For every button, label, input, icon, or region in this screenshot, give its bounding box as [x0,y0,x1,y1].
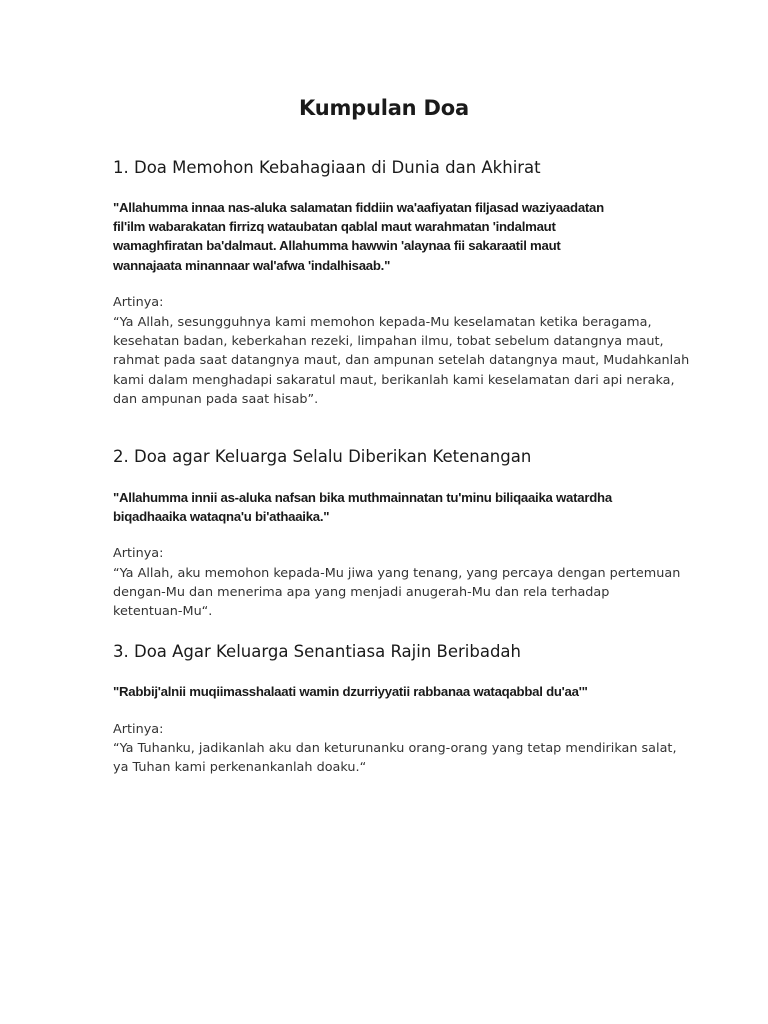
meaning-line: dan ampunan pada saat hisab”. [113,391,319,407]
section-1-meaning-text [113,313,690,409]
section-2-meaning-text [113,564,681,622]
meaning-line: rahmat pada saat datangnya maut, dan ampunan setelah datangnya maut, Mudahkanlah [113,353,690,369]
section-2-heading: 2. Doa agar Keluarga Selalu Diberikan Ketenangan [113,447,532,466]
arabic-line: "Rabbij'alnii muqiimasshalaati wamin dzurriyyatii rabbanaa wataqabbal du'aa'" [113,684,588,699]
section-3-arabic-text [113,682,653,701]
arabic-line: wannajaata minannaar wal'afwa 'indalhisaab." [113,257,391,273]
meaning-line: “Ya Tuhanku, jadikanlah aku dan keturunanku orang-orang yang tetap mendirikan salat, [113,741,677,756]
arabic-line: "Allahumma innii as-aluka nafsan bika muthmainnatan tu'minu biliqaaika watardha [113,490,612,505]
meaning-line: “Ya Allah, aku memohon kepada-Mu jiwa yang tenang, yang percaya dengan pertemuan [113,566,681,581]
arabic-line: "Allahumma innaa nas-aluka salamatan fiddiin wa'aafiyatan filjasad waziyaadatan [113,200,604,215]
meaning-line: ya Tuhan kami perkenankanlah doaku.“ [113,760,367,776]
section-3-meaning-text [113,739,677,777]
meaning-line: ketentuan-Mu“. [113,604,213,620]
meaning-line: kami dalam menghadapi sakaratul maut, berikanlah kami keselamatan dari api neraka, [113,372,675,388]
section-1-arabic-text [113,198,653,275]
meaning-line: kesehatan badan, keberkahan rezeki, limpahan ilmu, tobat sebelum datangnya maut, [113,334,664,350]
arabic-line: wamaghfiratan ba'dalmaut. Allahumma hawwin 'alaynaa fii sakaraatil maut [113,238,561,254]
section-2-meaning-label: Artinya: [113,546,164,561]
page-title: Kumpulan Doa [299,96,469,120]
section-3-heading: 3. Doa Agar Keluarga Senantiasa Rajin Beribadah [113,642,521,661]
arabic-line: fil'ilm wabarakatan firrizq wataubatan qablal maut warahmatan 'indalmaut [113,219,556,235]
section-1-meaning-label: Artinya: [113,295,164,310]
section-3-meaning-label: Artinya: [113,722,164,737]
meaning-line: “Ya Allah, sesungguhnya kami memohon kepada-Mu keselamatan ketika beragama, [113,315,652,330]
section-1-heading: 1. Doa Memohon Kebahagiaan di Dunia dan Akhirat [113,158,541,177]
arabic-line: biqadhaaika wataqna'u bi'athaaika." [113,509,330,525]
section-2-arabic-text [113,488,653,526]
meaning-line: dengan-Mu dan menerima apa yang menjadi anugerah-Mu dan rela terhadap [113,585,610,601]
